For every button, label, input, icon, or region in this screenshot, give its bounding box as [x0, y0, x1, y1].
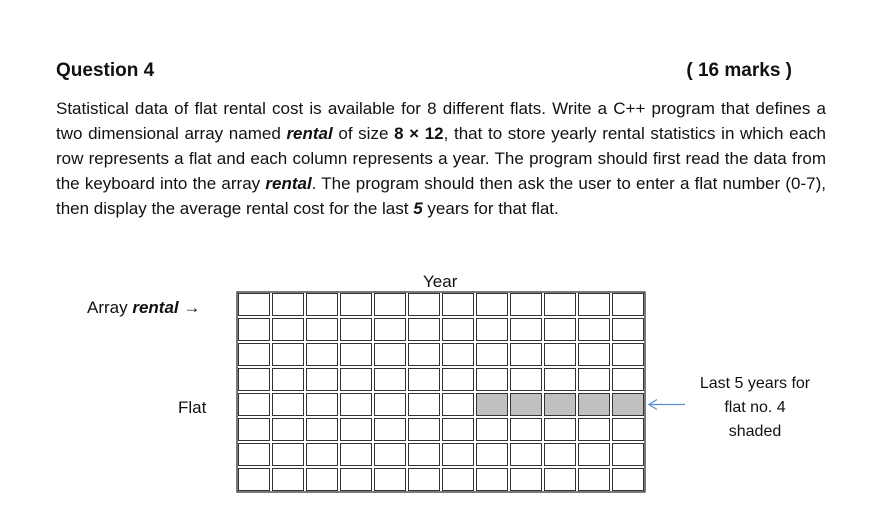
grid-cell [409, 469, 440, 491]
rental-keyword-2: rental [265, 174, 312, 193]
grid-cell [545, 444, 576, 466]
grid-cell [545, 469, 576, 491]
grid-cell [443, 369, 474, 391]
grid-cell [511, 369, 542, 391]
grid-cell [307, 369, 338, 391]
grid-cell [613, 344, 644, 366]
array-label-prefix: Array [87, 298, 133, 317]
grid-cell [579, 294, 610, 316]
grid-cell [511, 444, 542, 466]
grid-cell [545, 419, 576, 441]
grid-cell [375, 444, 406, 466]
grid-cell [579, 319, 610, 341]
grid-cell [409, 394, 440, 416]
grid-cell [443, 444, 474, 466]
array-size: 8 × 12 [394, 124, 444, 143]
grid-cell [409, 319, 440, 341]
grid-cell [443, 394, 474, 416]
question-marks: ( 16 marks ) [686, 60, 792, 81]
grid-cell [613, 469, 644, 491]
grid-cell [409, 419, 440, 441]
grid-cell [273, 294, 304, 316]
shaded-cell [545, 394, 575, 415]
para-text-4: . The program should then ask the user to enter a flat number (0-7), then display the average rental cost for the last [56, 174, 826, 218]
grid-cell [443, 419, 474, 441]
grid-cell [443, 344, 474, 366]
para-text-3: , that to store yearly rental statistics in which each row represents a flat and each column represents a year. The program should first read the data from the keyboard into the array [56, 124, 826, 193]
grid-cell [375, 344, 406, 366]
grid-cell [613, 444, 644, 466]
grid-cell [579, 369, 610, 391]
grid-cell [477, 294, 508, 316]
grid-cell [239, 469, 270, 491]
grid-cell [375, 394, 406, 416]
grid-cell [545, 319, 576, 341]
grid-cell [409, 294, 440, 316]
grid-cell [307, 394, 338, 416]
rental-keyword: rental [286, 124, 333, 143]
grid-cell [511, 319, 542, 341]
grid-cell [307, 419, 338, 441]
grid-cell [375, 294, 406, 316]
grid-cell [239, 369, 270, 391]
grid-cell [409, 444, 440, 466]
grid-cell [239, 344, 270, 366]
grid-cell [477, 369, 508, 391]
grid-cell [341, 294, 372, 316]
grid-cell [477, 444, 508, 466]
grid-cell [443, 319, 474, 341]
grid-cell [273, 469, 304, 491]
shaded-cell [477, 394, 507, 415]
grid-cell [477, 419, 508, 441]
grid-cell [579, 344, 610, 366]
grid-cell [613, 369, 644, 391]
grid-cell [375, 319, 406, 341]
year-label: Year [423, 272, 458, 291]
grid-cell [273, 419, 304, 441]
grid-border [237, 292, 645, 492]
grid-cell [341, 444, 372, 466]
grid-cell [307, 319, 338, 341]
para-text-1: Statistical data of flat rental cost is available for 8 different flats. Write a C++ program that defines a two dimensional array named [56, 99, 826, 143]
grid-cell [239, 444, 270, 466]
grid-cell [307, 294, 338, 316]
grid-cell [375, 419, 406, 441]
note-line-1: Last 5 years for [699, 375, 811, 392]
array-arrow-icon: → [183, 298, 201, 317]
grid-cell [511, 344, 542, 366]
grid-cell [341, 319, 372, 341]
grid-cell [579, 444, 610, 466]
grid-cell [613, 294, 644, 316]
grid-cell [307, 344, 338, 366]
array-label-name: rental [132, 298, 179, 317]
grid-cell [273, 344, 304, 366]
grid-cell [375, 369, 406, 391]
shaded-cell [579, 394, 609, 415]
grid-cell [273, 319, 304, 341]
grid-cell [375, 469, 406, 491]
grid-cell [579, 419, 610, 441]
grid-cell [273, 394, 304, 416]
grid-cell [443, 469, 474, 491]
grid-cell [239, 319, 270, 341]
grid-cell [579, 469, 610, 491]
para-text-2: of size [332, 124, 395, 143]
para-text-5: years for that flat. [422, 199, 559, 218]
note-line-3: shaded [728, 423, 782, 440]
grid-cell [443, 294, 474, 316]
grid-cell [545, 294, 576, 316]
grid-cell [613, 419, 644, 441]
grid-cell [307, 444, 338, 466]
grid-cell [613, 319, 644, 341]
grid-cell [545, 344, 576, 366]
note-line-2: flat no. 4 [724, 399, 786, 416]
grid-cell [239, 394, 270, 416]
grid-cell [477, 344, 508, 366]
grid-cell [273, 444, 304, 466]
grid-cell [477, 319, 508, 341]
grid-cell [341, 394, 372, 416]
shaded-cell [613, 394, 643, 415]
grid-cell [341, 369, 372, 391]
grid-cell [511, 469, 542, 491]
grid-cell [545, 369, 576, 391]
grid-cell [511, 294, 542, 316]
grid-cell [511, 419, 542, 441]
shaded-cell [511, 394, 541, 415]
grid-cell [341, 344, 372, 366]
grid-cell [273, 369, 304, 391]
question-title: Question 4 [56, 60, 155, 81]
flat-label: Flat [178, 398, 207, 417]
grid-cell [341, 469, 372, 491]
grid-cell [341, 419, 372, 441]
grid-cell [239, 294, 270, 316]
grid-cell [239, 419, 270, 441]
grid-cell [409, 369, 440, 391]
grid-cell [307, 469, 338, 491]
grid-cell [477, 469, 508, 491]
five-years: 5 [413, 199, 423, 218]
grid-cell [409, 344, 440, 366]
